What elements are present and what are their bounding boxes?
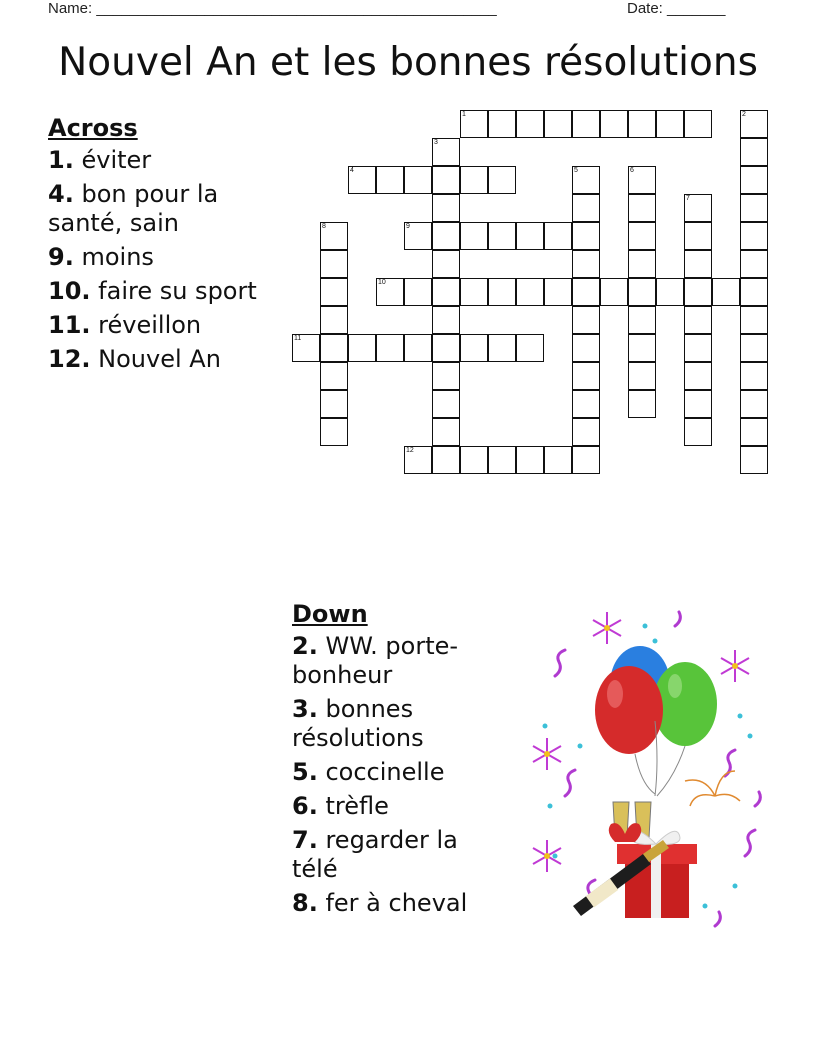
crossword-cell[interactable] bbox=[516, 278, 544, 306]
crossword-cell[interactable] bbox=[320, 306, 348, 334]
crossword-cell[interactable] bbox=[600, 278, 628, 306]
crossword-cell[interactable] bbox=[684, 194, 712, 222]
crossword-cell[interactable] bbox=[572, 306, 600, 334]
crossword-cell[interactable] bbox=[320, 222, 348, 250]
crossword-cell[interactable] bbox=[628, 250, 656, 278]
clue-number: 8. bbox=[292, 889, 318, 917]
crossword-cell[interactable] bbox=[460, 222, 488, 250]
clue-number: 5. bbox=[292, 758, 318, 786]
crossword-cell[interactable] bbox=[740, 278, 768, 306]
crossword-cell[interactable] bbox=[432, 446, 460, 474]
crossword-cell[interactable] bbox=[628, 110, 656, 138]
crossword-cell[interactable] bbox=[572, 418, 600, 446]
crossword-cell[interactable] bbox=[628, 194, 656, 222]
crossword-cell[interactable] bbox=[320, 250, 348, 278]
across-clue bbox=[48, 345, 258, 374]
crossword-cell[interactable] bbox=[432, 418, 460, 446]
crossword-cell[interactable] bbox=[628, 390, 656, 418]
crossword-cell[interactable] bbox=[488, 446, 516, 474]
crossword-cell[interactable] bbox=[320, 418, 348, 446]
crossword-cell[interactable] bbox=[684, 362, 712, 390]
clue-number: 11. bbox=[48, 311, 91, 339]
crossword-cell[interactable] bbox=[460, 446, 488, 474]
across-heading: Across bbox=[48, 114, 138, 142]
down-clue bbox=[292, 792, 507, 821]
crossword-cell[interactable] bbox=[320, 334, 348, 362]
crossword-cell[interactable] bbox=[516, 222, 544, 250]
crossword-cell[interactable] bbox=[572, 446, 600, 474]
crossword-cell[interactable] bbox=[628, 306, 656, 334]
crossword-cell[interactable] bbox=[740, 306, 768, 334]
clue-number: 1. bbox=[48, 146, 74, 174]
crossword-cell[interactable] bbox=[432, 334, 460, 362]
crossword-cell[interactable] bbox=[628, 278, 656, 306]
crossword-cell[interactable] bbox=[460, 110, 488, 138]
crossword-cell[interactable] bbox=[460, 334, 488, 362]
clue-number-label: 2 bbox=[742, 111, 746, 118]
across-clue bbox=[48, 180, 258, 238]
crossword-cell[interactable] bbox=[740, 222, 768, 250]
clue-text: trèfle bbox=[325, 792, 389, 820]
crossword-cell[interactable] bbox=[684, 418, 712, 446]
crossword-cell[interactable] bbox=[432, 250, 460, 278]
clue-number-label: 4 bbox=[350, 167, 354, 174]
clue-number: 4. bbox=[48, 180, 74, 208]
header bbox=[48, 0, 748, 20]
crossword-cell[interactable] bbox=[544, 278, 572, 306]
clue-number-label: 8 bbox=[322, 223, 326, 230]
clue-text: réveillon bbox=[98, 311, 202, 339]
clue-number: 7. bbox=[292, 826, 318, 854]
clue-text: regarder la télé bbox=[292, 826, 458, 883]
crossword-cell[interactable] bbox=[320, 362, 348, 390]
crossword-cell[interactable] bbox=[684, 278, 712, 306]
crossword-cell[interactable] bbox=[740, 110, 768, 138]
balloons-icon bbox=[595, 646, 717, 796]
crossword-cell[interactable] bbox=[432, 166, 460, 194]
crossword-cell[interactable] bbox=[684, 334, 712, 362]
crossword-cell[interactable] bbox=[684, 110, 712, 138]
across-clue bbox=[48, 146, 258, 175]
crossword-cell[interactable] bbox=[656, 110, 684, 138]
clue-text: bon pour la santé, sain bbox=[48, 180, 219, 237]
clue-text: faire su sport bbox=[98, 277, 257, 305]
crossword-cell[interactable] bbox=[544, 110, 572, 138]
clue-number-label: 1 bbox=[462, 111, 466, 118]
clue-text: coccinelle bbox=[325, 758, 445, 786]
crossword-cell[interactable] bbox=[740, 362, 768, 390]
crossword-cell[interactable] bbox=[348, 334, 376, 362]
clue-text: Nouvel An bbox=[98, 345, 221, 373]
crossword-cell[interactable] bbox=[572, 362, 600, 390]
crossword-cell[interactable] bbox=[628, 222, 656, 250]
crossword-cell[interactable] bbox=[684, 306, 712, 334]
clue-number: 12. bbox=[48, 345, 91, 373]
name-field: Name: ________________________________________________ bbox=[48, 0, 497, 17]
across-clue bbox=[48, 243, 258, 272]
crossword-cell[interactable] bbox=[432, 306, 460, 334]
crossword-cell[interactable] bbox=[572, 166, 600, 194]
clue-number-label: 3 bbox=[434, 139, 438, 146]
crossword-cell[interactable] bbox=[740, 446, 768, 474]
across-clue bbox=[48, 277, 258, 306]
crossword-cell[interactable] bbox=[320, 278, 348, 306]
crossword-cell[interactable] bbox=[684, 390, 712, 418]
clue-number: 10. bbox=[48, 277, 91, 305]
crossword-cell[interactable] bbox=[488, 110, 516, 138]
crossword-cell[interactable] bbox=[404, 334, 432, 362]
crossword-cell[interactable] bbox=[712, 278, 740, 306]
clue-number-label: 12 bbox=[406, 447, 414, 454]
crossword-cell[interactable] bbox=[572, 390, 600, 418]
down-clue bbox=[292, 758, 507, 787]
crossword-cell[interactable] bbox=[572, 194, 600, 222]
clue-number-label: 9 bbox=[406, 223, 410, 230]
crossword-cell[interactable] bbox=[572, 334, 600, 362]
crossword-cell[interactable] bbox=[404, 222, 432, 250]
crossword-cell[interactable] bbox=[404, 166, 432, 194]
across-clues bbox=[48, 114, 258, 379]
crossword-cell[interactable] bbox=[544, 222, 572, 250]
clue-number-label: 6 bbox=[630, 167, 634, 174]
crossword-cell[interactable] bbox=[460, 166, 488, 194]
clue-number-label: 7 bbox=[686, 195, 690, 202]
crossword-cell[interactable] bbox=[376, 334, 404, 362]
crossword-cell[interactable] bbox=[404, 278, 432, 306]
crossword-cell[interactable] bbox=[740, 334, 768, 362]
crossword-cell[interactable] bbox=[628, 362, 656, 390]
crossword-cell[interactable] bbox=[432, 138, 460, 166]
crossword-cell[interactable] bbox=[404, 446, 432, 474]
crossword-cell[interactable] bbox=[432, 222, 460, 250]
page-title: Nouvel An et les bonnes résolutions bbox=[58, 40, 758, 85]
crossword-cell[interactable] bbox=[544, 446, 572, 474]
crossword-cell[interactable] bbox=[488, 278, 516, 306]
crossword-cell[interactable] bbox=[348, 166, 376, 194]
crossword-cell[interactable] bbox=[488, 166, 516, 194]
crossword-cell[interactable] bbox=[740, 194, 768, 222]
crossword-cell[interactable] bbox=[656, 278, 684, 306]
crossword-cell[interactable] bbox=[292, 334, 320, 362]
clue-number-label: 10 bbox=[378, 279, 386, 286]
down-clue bbox=[292, 632, 507, 690]
crossword-cell[interactable] bbox=[320, 390, 348, 418]
crossword-cell[interactable] bbox=[572, 222, 600, 250]
clue-number-label: 5 bbox=[574, 167, 578, 174]
crossword-cell[interactable] bbox=[684, 250, 712, 278]
down-clues bbox=[292, 600, 507, 923]
crossword-cell[interactable] bbox=[740, 418, 768, 446]
crossword-cell[interactable] bbox=[628, 334, 656, 362]
crossword-cell[interactable] bbox=[488, 222, 516, 250]
crossword-cell[interactable] bbox=[684, 222, 712, 250]
crossword-cell[interactable] bbox=[432, 362, 460, 390]
clue-number: 3. bbox=[292, 695, 318, 723]
crossword-cell[interactable] bbox=[740, 138, 768, 166]
crossword-cell[interactable] bbox=[432, 194, 460, 222]
crossword-cell[interactable] bbox=[376, 166, 404, 194]
crossword-cell[interactable] bbox=[376, 278, 404, 306]
clue-number: 2. bbox=[292, 632, 318, 660]
crossword-cell[interactable] bbox=[600, 110, 628, 138]
across-clue bbox=[48, 311, 258, 340]
clue-text: éviter bbox=[81, 146, 152, 174]
crossword-cell[interactable] bbox=[516, 446, 544, 474]
down-clue bbox=[292, 695, 507, 753]
crossword-cell[interactable] bbox=[572, 250, 600, 278]
crossword-cell[interactable] bbox=[516, 334, 544, 362]
crossword-cell[interactable] bbox=[740, 390, 768, 418]
crossword-cell[interactable] bbox=[740, 166, 768, 194]
down-heading: Down bbox=[292, 600, 368, 628]
clue-text: WW. porte-bonheur bbox=[292, 632, 459, 689]
clue-number: 9. bbox=[48, 243, 74, 271]
down-clue bbox=[292, 826, 507, 884]
crossword-cell[interactable] bbox=[572, 110, 600, 138]
crossword-cell[interactable] bbox=[516, 110, 544, 138]
clue-text: fer à cheval bbox=[325, 889, 468, 917]
crossword-cell[interactable] bbox=[740, 250, 768, 278]
clue-number: 6. bbox=[292, 792, 318, 820]
clue-number-label: 11 bbox=[294, 335, 302, 342]
down-clue bbox=[292, 889, 507, 918]
crossword-cell[interactable] bbox=[628, 166, 656, 194]
crossword-cell[interactable] bbox=[488, 334, 516, 362]
clue-text: bonnes résolutions bbox=[292, 695, 424, 752]
crossword-cell[interactable] bbox=[572, 278, 600, 306]
new-year-celebration-illustration bbox=[525, 606, 775, 946]
crossword-cell[interactable] bbox=[432, 278, 460, 306]
crossword-cell[interactable] bbox=[460, 278, 488, 306]
crossword-cell[interactable] bbox=[432, 390, 460, 418]
clue-text: moins bbox=[81, 243, 154, 271]
date-field: Date: _______ bbox=[627, 0, 726, 17]
